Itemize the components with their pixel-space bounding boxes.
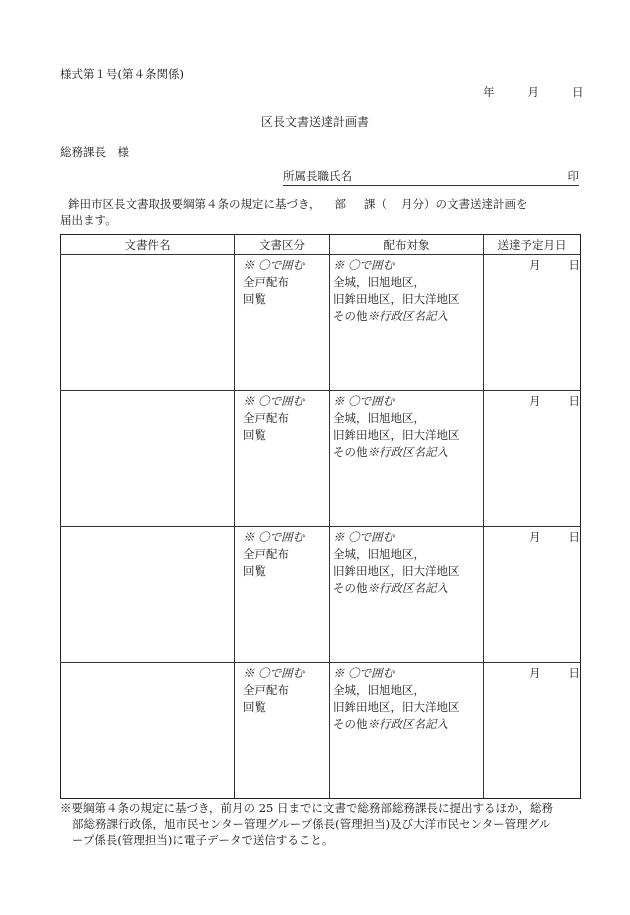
due-month-label: 月 [529,530,541,544]
distribution-line-2: 旧鉾田地区，旧大洋地区 [333,428,460,442]
distribution-other-note: ※行政区名記入 [367,717,448,731]
category-cell[interactable] [235,391,330,527]
table-row [61,663,581,799]
body-dept: 部 [334,197,347,211]
category-option-circulate: 回覧 [243,292,266,306]
distribution-line-1: 全城，旧旭地区， [333,275,425,289]
table-row [61,527,581,663]
distribution-line-1: 全城，旧旭地区， [333,411,425,425]
table-header-row [61,235,581,255]
category-note: ※ 〇で囲む [243,258,305,272]
distribution-cell[interactable] [330,391,484,527]
distribution-cell[interactable] [330,527,484,663]
footer-line-1: ※要綱第４条の規定に基づき，前月の 25 日までに文書で総務部総務課長に提出するほか，総務 [60,801,553,815]
distribution-other: その他※行政区名記入 [333,309,448,323]
distribution-other: その他※行政区名記入 [333,581,448,595]
doc-name-cell[interactable] [61,255,235,391]
category-option-circulate: 回覧 [243,564,266,578]
category-cell[interactable] [235,663,330,799]
doc-name-cell[interactable] [61,527,235,663]
distribution-note: ※ 〇で囲む [333,258,395,272]
seal-mark: 印 [567,169,579,183]
distribution-cell[interactable] [330,663,484,799]
distribution-line-2: 旧鉾田地区，旧大洋地区 [333,564,460,578]
category-cell[interactable] [235,255,330,391]
due-month-label: 月 [529,394,541,408]
distribution-note: ※ 〇で囲む [333,666,395,680]
category-note: ※ 〇で囲む [243,530,305,544]
table-row [61,391,581,527]
header-doc-name: 文書件名 [61,235,235,255]
distribution-note: ※ 〇で囲む [333,394,395,408]
footer-note [60,800,585,848]
due-day-label: 日 [568,530,580,544]
sender-label: 所属長職氏名 [283,169,352,183]
date-month-label: 月 [527,85,539,99]
due-date-cell[interactable] [484,255,581,391]
due-month-label: 月 [529,666,541,680]
document-title: 区長文書送達計画書 [260,115,369,129]
footer-line-2: 部総務課行政係，旭市民センター管理グループ係長(管理担当)及び大洋市民センター管理グル [72,817,551,831]
due-day-label: 日 [568,394,580,408]
category-option-circulate: 回覧 [243,428,266,442]
distribution-line-2: 旧鉾田地区，旧大洋地区 [333,700,460,714]
distribution-other: その他※行政区名記入 [333,445,448,459]
due-day-label: 日 [568,258,580,272]
distribution-line-2: 旧鉾田地区，旧大洋地区 [333,292,460,306]
form-number: 様式第１号(第４条関係) [60,67,184,81]
body-line-2: 届出ます。 [60,213,117,227]
header-category: 文書区分 [235,235,330,255]
due-day-label: 日 [568,666,580,680]
distribution-other: その他※行政区名記入 [333,717,448,731]
category-option-circulate: 回覧 [243,700,266,714]
distribution-other-note: ※行政区名記入 [367,445,448,459]
category-option-all: 全戸配布 [243,275,289,289]
distribution-cell[interactable] [330,255,484,391]
doc-name-cell[interactable] [61,391,235,527]
date-year-label: 年 [483,85,495,99]
header-distribution: 配布対象 [330,235,484,255]
date-day-label: 日 [572,85,584,99]
footer-line-3: ープ係長(管理担当)に電子データで送信すること。 [72,833,334,847]
body-month-part: 月分）の文書送達計画を [401,197,528,211]
body-section: 課（ [364,197,388,211]
distribution-line-1: 全城，旧旭地区， [333,683,425,697]
category-cell[interactable] [235,527,330,663]
distribution-note: ※ 〇で囲む [333,530,395,544]
due-date-cell[interactable] [484,663,581,799]
due-month-label: 月 [529,258,541,272]
plan-table [60,234,581,799]
addressee: 総務課長 様 [60,145,129,159]
date-line [483,84,584,100]
due-date-cell[interactable] [484,527,581,663]
body-line-1 [60,196,528,212]
header-due-date: 送達予定月日 [484,235,581,255]
distribution-line-1: 全城，旧旭地区， [333,547,425,561]
category-option-all: 全戸配布 [243,683,289,697]
table-row [61,255,581,391]
category-note: ※ 〇で囲む [243,394,305,408]
doc-name-cell[interactable] [61,663,235,799]
category-note: ※ 〇で囲む [243,666,305,680]
due-date-cell[interactable] [484,391,581,527]
body-part-1: 鉾田市区長文書取扱要綱第４条の規定に基づき， [68,197,321,211]
distribution-other-note: ※行政区名記入 [367,581,448,595]
body-text [60,196,528,228]
distribution-other-note: ※行政区名記入 [367,309,448,323]
sender-signature-line [283,168,579,186]
category-option-all: 全戸配布 [243,547,289,561]
category-option-all: 全戸配布 [243,411,289,425]
